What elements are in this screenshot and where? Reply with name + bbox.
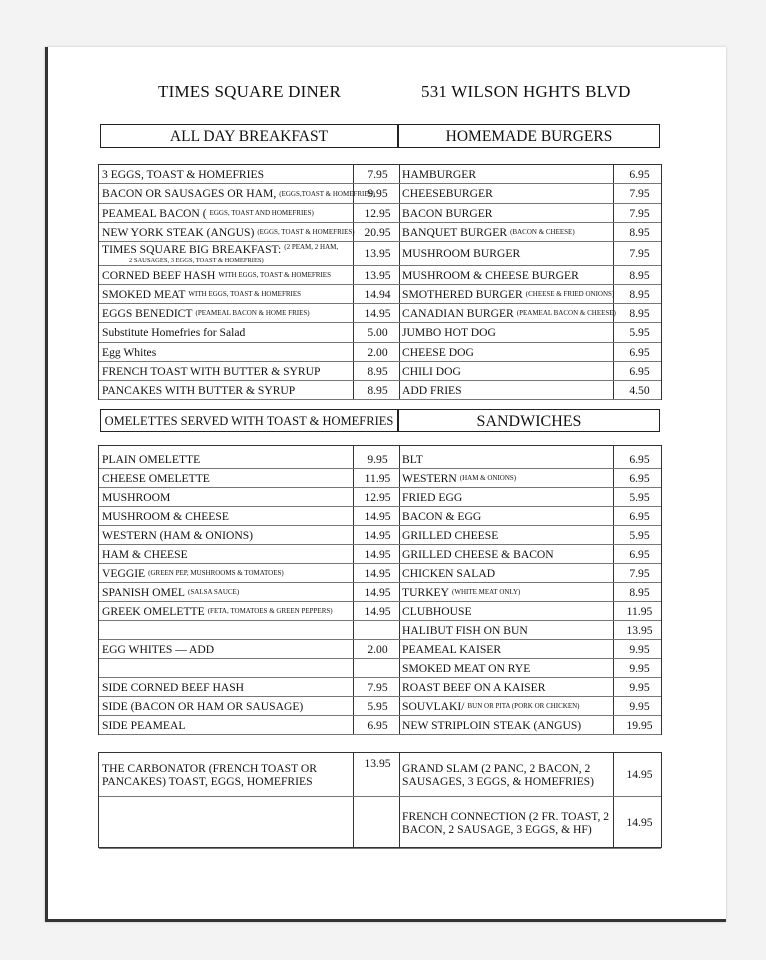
item-price: 14.95: [364, 528, 391, 542]
right-price-cell: [613, 545, 663, 563]
special-right-price: 14.95: [626, 816, 653, 829]
menu-row: [99, 545, 661, 564]
item-cell: [99, 545, 353, 563]
right-item-price: 6.95: [629, 452, 650, 466]
item-cell: [99, 507, 353, 525]
item-name: CHEESE OMELETTE: [102, 471, 210, 485]
item-price: 14.95: [364, 566, 391, 580]
breakfast-burger-table: [98, 164, 662, 400]
item-price: 7.95: [367, 680, 388, 694]
item-name: 3 EGGS, TOAST & HOMEFRIES: [102, 167, 265, 181]
right-item-price: 6.95: [629, 345, 650, 359]
right-item-price: 5.95: [629, 326, 650, 339]
item-name: Egg Whites: [102, 345, 157, 359]
right-item-cell: [399, 285, 613, 303]
item-cell: [99, 602, 353, 620]
right-item-name: BANQUET BURGER: [402, 225, 508, 239]
right-item-price: 11.95: [626, 604, 653, 618]
special-price-cell: [353, 753, 399, 796]
item-price: 13.95: [364, 268, 391, 282]
item-cell: [99, 223, 353, 241]
menu-page: [45, 47, 726, 922]
special-row: [99, 797, 661, 849]
item-note: (EGGS,TOAST & HOMEFRIES): [279, 189, 375, 198]
right-item-cell: [399, 469, 613, 487]
breakfast-title: ALL DAY BREAKFAST: [100, 124, 398, 148]
item-price: 5.00: [367, 326, 388, 339]
right-item-price: 8.95: [629, 585, 650, 599]
right-item-name: CHEESE DOG: [402, 345, 474, 359]
right-price-cell: [613, 184, 663, 203]
item-cell: [99, 640, 353, 658]
price-cell: [353, 204, 399, 222]
right-price-cell: [613, 640, 663, 658]
item-cell: [99, 204, 353, 222]
price-cell: [353, 381, 399, 399]
item-name: EGG WHITES — ADD: [102, 642, 215, 656]
right-price-cell: [613, 450, 663, 468]
price-cell: [353, 165, 399, 183]
item-price: 11.95: [364, 471, 391, 485]
right-item-cell: [399, 362, 613, 380]
right-item-price: 8.95: [629, 306, 650, 320]
right-item-name: BACON BURGER: [402, 206, 493, 220]
right-item-price: 7.95: [629, 206, 650, 220]
item-name: HAM & CHEESE: [102, 547, 188, 561]
right-price-cell: [613, 304, 663, 322]
price-cell: [353, 242, 399, 265]
right-item-name: HAMBURGER: [402, 167, 477, 181]
item-name: VEGGIE: [102, 566, 146, 580]
item-name: PEAMEAL BACON (: [102, 206, 207, 220]
right-price-cell: [613, 323, 663, 342]
right-item-name: SMOKED MEAT ON RYE: [402, 661, 531, 675]
item-price: 8.95: [367, 364, 388, 378]
right-item-cell: [399, 716, 613, 734]
right-item-name: BACON & EGG: [402, 509, 482, 523]
right-item-cell: [399, 323, 613, 342]
special-item-cell: [99, 753, 353, 796]
menu-row: [99, 285, 661, 304]
right-item-cell: [399, 488, 613, 506]
item-name: PANCAKES WITH BUTTER & SYRUP: [102, 383, 296, 397]
item-name: WESTERN (HAM & ONIONS): [102, 528, 254, 542]
item-price: 9.95: [367, 187, 388, 200]
right-item-price: 4.50: [629, 383, 650, 397]
price-cell: [353, 184, 399, 203]
special-right-name: GRAND SLAM (2 PANC, 2 BACON, 2 SAUSAGES, 3 EGGS, & HOMEFRIES): [402, 761, 594, 788]
item-name: BACON OR SAUSAGES OR HAM,: [102, 187, 277, 200]
price-cell: [353, 602, 399, 620]
item-name: Substitute Homefries for Salad: [102, 326, 246, 339]
item-note: (2 PEAM, 2 HAM,: [284, 243, 339, 251]
special-right-price-cell: [613, 753, 663, 796]
sandwiches-title: SANDWICHES: [398, 409, 660, 432]
item-note: (GREEN PEP, MUSHROOMS & TOMATOES): [148, 569, 284, 577]
item-price: 13.95: [364, 247, 391, 260]
item-cell: [99, 242, 353, 265]
price-cell: [353, 266, 399, 284]
right-item-price: 8.95: [629, 268, 650, 282]
special-row: [99, 753, 661, 797]
right-item-price: 19.95: [626, 718, 653, 732]
right-item-cell: [399, 602, 613, 620]
right-price-cell: [613, 343, 663, 361]
item-cell: [99, 678, 353, 696]
item-price: 9.95: [367, 452, 388, 466]
price-cell: [353, 640, 399, 658]
item-name: SIDE (BACON OR HAM OR SAUSAGE): [102, 699, 304, 713]
special-right-cell: [399, 753, 613, 796]
right-item-price: 8.95: [629, 225, 650, 239]
item-name: PLAIN OMELETTE: [102, 452, 201, 466]
item-name: SIDE CORNED BEEF HASH: [102, 680, 245, 694]
item-name: SIDE PEAMEAL: [102, 718, 186, 732]
menu-row: [99, 678, 661, 697]
special-price: 13.95: [364, 757, 391, 770]
item-note: (PEAMEAL BACON & HOME FRIES): [195, 309, 310, 317]
item-subnote: 2 SAUSAGES, 3 EGGS, TOAST & HOMEFRIES): [129, 257, 264, 264]
price-cell: [353, 343, 399, 361]
special-item-cell: [99, 797, 353, 848]
item-price: 7.95: [367, 167, 388, 181]
right-price-cell: [613, 659, 663, 677]
item-cell: [99, 304, 353, 322]
price-cell: [353, 659, 399, 677]
right-price-cell: [613, 469, 663, 487]
price-cell: [353, 362, 399, 380]
right-price-cell: [613, 165, 663, 183]
right-item-cell: [399, 266, 613, 284]
price-cell: [353, 488, 399, 506]
item-name: FRENCH TOAST WITH BUTTER & SYRUP: [102, 364, 321, 378]
right-item-name: CLUBHOUSE: [402, 604, 472, 618]
item-cell: [99, 526, 353, 544]
right-item-name: CHILI DOG: [402, 364, 461, 378]
menu-row: [99, 204, 661, 223]
right-item-price: 7.95: [629, 247, 650, 260]
right-item-price: 5.95: [629, 490, 650, 504]
menu-row: [99, 469, 661, 488]
price-cell: [353, 716, 399, 734]
right-item-price: 7.95: [629, 187, 650, 200]
menu-row: [99, 381, 661, 400]
right-item-cell: [399, 507, 613, 525]
right-item-note: BUN OR PITA (PORK OR CHICKEN): [467, 702, 580, 710]
right-price-cell: [613, 621, 663, 639]
right-item-price: 6.95: [629, 167, 650, 181]
omelettes-title: OMELETTES SERVED WITH TOAST & HOMEFRIES: [100, 409, 398, 432]
menu-row: [99, 450, 661, 469]
item-price: 14.95: [364, 306, 391, 320]
right-price-cell: [613, 678, 663, 696]
right-item-cell: [399, 640, 613, 658]
item-cell: [99, 381, 353, 399]
right-item-cell: [399, 583, 613, 601]
right-price-cell: [613, 242, 663, 265]
item-cell: [99, 697, 353, 715]
right-item-price: 7.95: [629, 566, 650, 580]
specials-table: [98, 752, 662, 848]
right-item-note: (HAM & ONIONS): [459, 474, 517, 482]
item-name: NEW YORK STEAK (ANGUS): [102, 225, 255, 239]
price-cell: [353, 526, 399, 544]
item-price: 12.95: [364, 206, 391, 220]
right-item-price: 8.95: [629, 287, 650, 301]
menu-row: [99, 507, 661, 526]
price-cell: [353, 545, 399, 563]
special-right-name: FRENCH CONNECTION (2 FR. TOAST, 2 BACON, 2 SAUSAGE, 3 EGGS, & HF): [402, 809, 610, 836]
right-item-price: 6.95: [629, 364, 650, 378]
right-item-name: CHEESEBURGER: [402, 187, 493, 200]
item-cell: [99, 469, 353, 487]
menu-row: [99, 526, 661, 545]
item-cell: [99, 450, 353, 468]
item-note: WITH EGGS, TOAST & HOMEFRIES: [188, 290, 302, 298]
item-cell: [99, 716, 353, 734]
price-cell: [353, 323, 399, 342]
menu-row: [99, 223, 661, 242]
item-note: (SALSA SAUCE): [188, 588, 240, 596]
menu-row: [99, 659, 661, 678]
right-price-cell: [613, 285, 663, 303]
right-item-name: TURKEY: [402, 585, 450, 599]
menu-row: [99, 564, 661, 583]
menu-row: [99, 583, 661, 602]
price-cell: [353, 621, 399, 639]
right-item-cell: [399, 304, 616, 322]
menu-row: [99, 362, 661, 381]
item-cell: [99, 583, 353, 601]
right-item-note: (BACON & CHEESE): [510, 228, 575, 236]
item-cell: [99, 659, 353, 677]
right-item-note: (CHEESE & FRIED ONIONS): [525, 290, 615, 298]
omelette-sandwich-table: [98, 445, 662, 735]
item-cell: [99, 564, 353, 582]
item-cell: [99, 488, 353, 506]
right-item-cell: [399, 564, 613, 582]
right-item-name: WESTERN: [402, 471, 457, 485]
menu-row: [99, 343, 661, 362]
item-price: 14.95: [364, 509, 391, 523]
right-item-name: CHICKEN SALAD: [402, 566, 496, 580]
right-price-cell: [613, 716, 663, 734]
right-price-cell: [613, 507, 663, 525]
right-item-name: GRILLED CHEESE: [402, 528, 499, 542]
right-item-note: (PEAMEAL BACON & CHEESE): [516, 309, 616, 317]
right-item-cell: [399, 526, 613, 544]
right-item-cell: [399, 697, 613, 715]
right-item-name: CANADIAN BURGER: [402, 306, 514, 320]
menu-row: [99, 304, 661, 323]
item-note: EGGS, TOAST AND HOMEFRIES): [209, 209, 314, 217]
item-note: (EGGS, TOAST & HOMEFRIES): [257, 228, 355, 236]
item-cell: [99, 165, 353, 183]
right-item-cell: [399, 343, 613, 361]
menu-row: [99, 266, 661, 285]
menu-row: [99, 697, 661, 716]
price-cell: [353, 678, 399, 696]
right-item-name: PEAMEAL KAISER: [402, 642, 502, 656]
menu-row: [99, 184, 661, 204]
right-item-name: JUMBO HOT DOG: [402, 326, 496, 339]
price-cell: [353, 697, 399, 715]
price-cell: [353, 223, 399, 241]
item-price: 12.95: [364, 490, 391, 504]
item-price: 14.95: [364, 547, 391, 561]
price-cell: [353, 507, 399, 525]
menu-row: [99, 602, 661, 621]
right-item-price: 6.95: [629, 547, 650, 561]
right-item-cell: [399, 184, 613, 203]
right-item-name: MUSHROOM & CHEESE BURGER: [402, 268, 579, 282]
price-cell: [353, 469, 399, 487]
item-cell: [99, 184, 375, 203]
item-name: MUSHROOM & CHEESE: [102, 509, 229, 523]
item-price: 5.95: [367, 699, 388, 713]
right-price-cell: [613, 362, 663, 380]
right-item-name: NEW STRIPLOIN STEAK (ANGUS): [402, 718, 582, 732]
burgers-title: HOMEMADE BURGERS: [398, 124, 660, 148]
item-cell: [99, 266, 353, 284]
item-cell: [99, 323, 353, 342]
right-price-cell: [613, 488, 663, 506]
special-price-cell: [353, 797, 399, 848]
item-cell: [99, 621, 353, 639]
item-name: EGGS BENEDICT: [102, 306, 193, 320]
right-item-price: 9.95: [629, 661, 650, 675]
special-right-price: 14.95: [626, 768, 653, 781]
right-item-name: FRIED EGG: [402, 490, 463, 504]
right-item-cell: [399, 165, 613, 183]
item-name: CORNED BEEF HASH: [102, 268, 216, 282]
item-price: 20.95: [364, 225, 391, 239]
item-name: TIMES SQUARE BIG BREAKFAST:: [102, 243, 282, 256]
item-cell: [99, 343, 353, 361]
right-item-name: ADD FRIES: [402, 383, 462, 397]
item-price: 2.00: [367, 642, 388, 656]
special-item-name: THE CARBONATOR (FRENCH TOAST OR PANCAKES) TOAST, EGGS, HOMEFRIES: [102, 761, 317, 788]
right-item-name: HALIBUT FISH ON BUN: [402, 623, 528, 637]
item-price: 6.95: [367, 718, 388, 732]
price-cell: [353, 304, 399, 322]
right-item-name: SOUVLAKI/: [402, 699, 465, 713]
price-cell: [353, 583, 399, 601]
price-cell: [353, 450, 399, 468]
right-price-cell: [613, 266, 663, 284]
right-price-cell: [613, 204, 663, 222]
right-item-cell: [399, 545, 613, 563]
menu-row: [99, 242, 661, 266]
right-price-cell: [613, 564, 663, 582]
special-right-cell: [399, 797, 613, 848]
right-price-cell: [613, 223, 663, 241]
right-price-cell: [613, 602, 663, 620]
right-item-name: SMOTHERED BURGER: [402, 287, 523, 301]
right-item-price: 9.95: [629, 680, 650, 694]
item-name: SMOKED MEAT: [102, 287, 186, 301]
right-item-price: 9.95: [629, 699, 650, 713]
right-item-price: 6.95: [629, 509, 650, 523]
right-item-price: 5.95: [629, 528, 650, 542]
item-name: GREEK OMELETTE: [102, 604, 205, 618]
item-note: (FETA, TOMATOES & GREEN PEPPERS): [207, 607, 333, 615]
right-item-cell: [399, 381, 613, 399]
right-price-cell: [613, 697, 663, 715]
item-price: 14.94: [364, 287, 391, 301]
item-price: 2.00: [367, 345, 388, 359]
menu-row: [99, 621, 661, 640]
item-price: 14.95: [364, 585, 391, 599]
price-cell: [353, 285, 399, 303]
right-item-name: GRILLED CHEESE & BACON: [402, 547, 554, 561]
menu-row: [99, 165, 661, 184]
right-item-price: 9.95: [629, 642, 650, 656]
right-price-cell: [613, 526, 663, 544]
right-item-cell: [399, 242, 613, 265]
right-price-cell: [613, 583, 663, 601]
restaurant-name: TIMES SQUARE DINER: [158, 82, 342, 101]
right-item-cell: [399, 450, 613, 468]
menu-row: [99, 488, 661, 507]
right-item-name: BLT: [402, 452, 423, 466]
right-item-price: 13.95: [626, 623, 653, 637]
menu-row: [99, 716, 661, 735]
item-note: WITH EGGS, TOAST & HOMEFRIES: [218, 271, 331, 279]
right-item-cell: [399, 678, 613, 696]
right-item-name: MUSHROOM BURGER: [402, 247, 521, 260]
special-right-price-cell: [613, 797, 663, 848]
item-price: 14.95: [364, 604, 391, 618]
item-name: SPANISH OMEL: [102, 585, 186, 599]
item-name: MUSHROOM: [102, 490, 171, 504]
item-cell: [99, 362, 353, 380]
menu-row: [99, 640, 661, 659]
restaurant-address: 531 WILSON HGHTS BLVD: [421, 82, 631, 101]
item-cell: [99, 285, 353, 303]
right-price-cell: [613, 381, 663, 399]
right-item-cell: [399, 204, 613, 222]
menu-row: [99, 323, 661, 343]
item-price: 8.95: [367, 383, 388, 397]
right-item-cell: [399, 223, 613, 241]
right-item-cell: [399, 621, 613, 639]
right-item-name: ROAST BEEF ON A KAISER: [402, 680, 546, 694]
right-item-price: 6.95: [629, 471, 650, 485]
price-cell: [353, 564, 399, 582]
right-item-cell: [399, 659, 613, 677]
right-item-note: (WHITE MEAT ONLY): [452, 588, 521, 596]
